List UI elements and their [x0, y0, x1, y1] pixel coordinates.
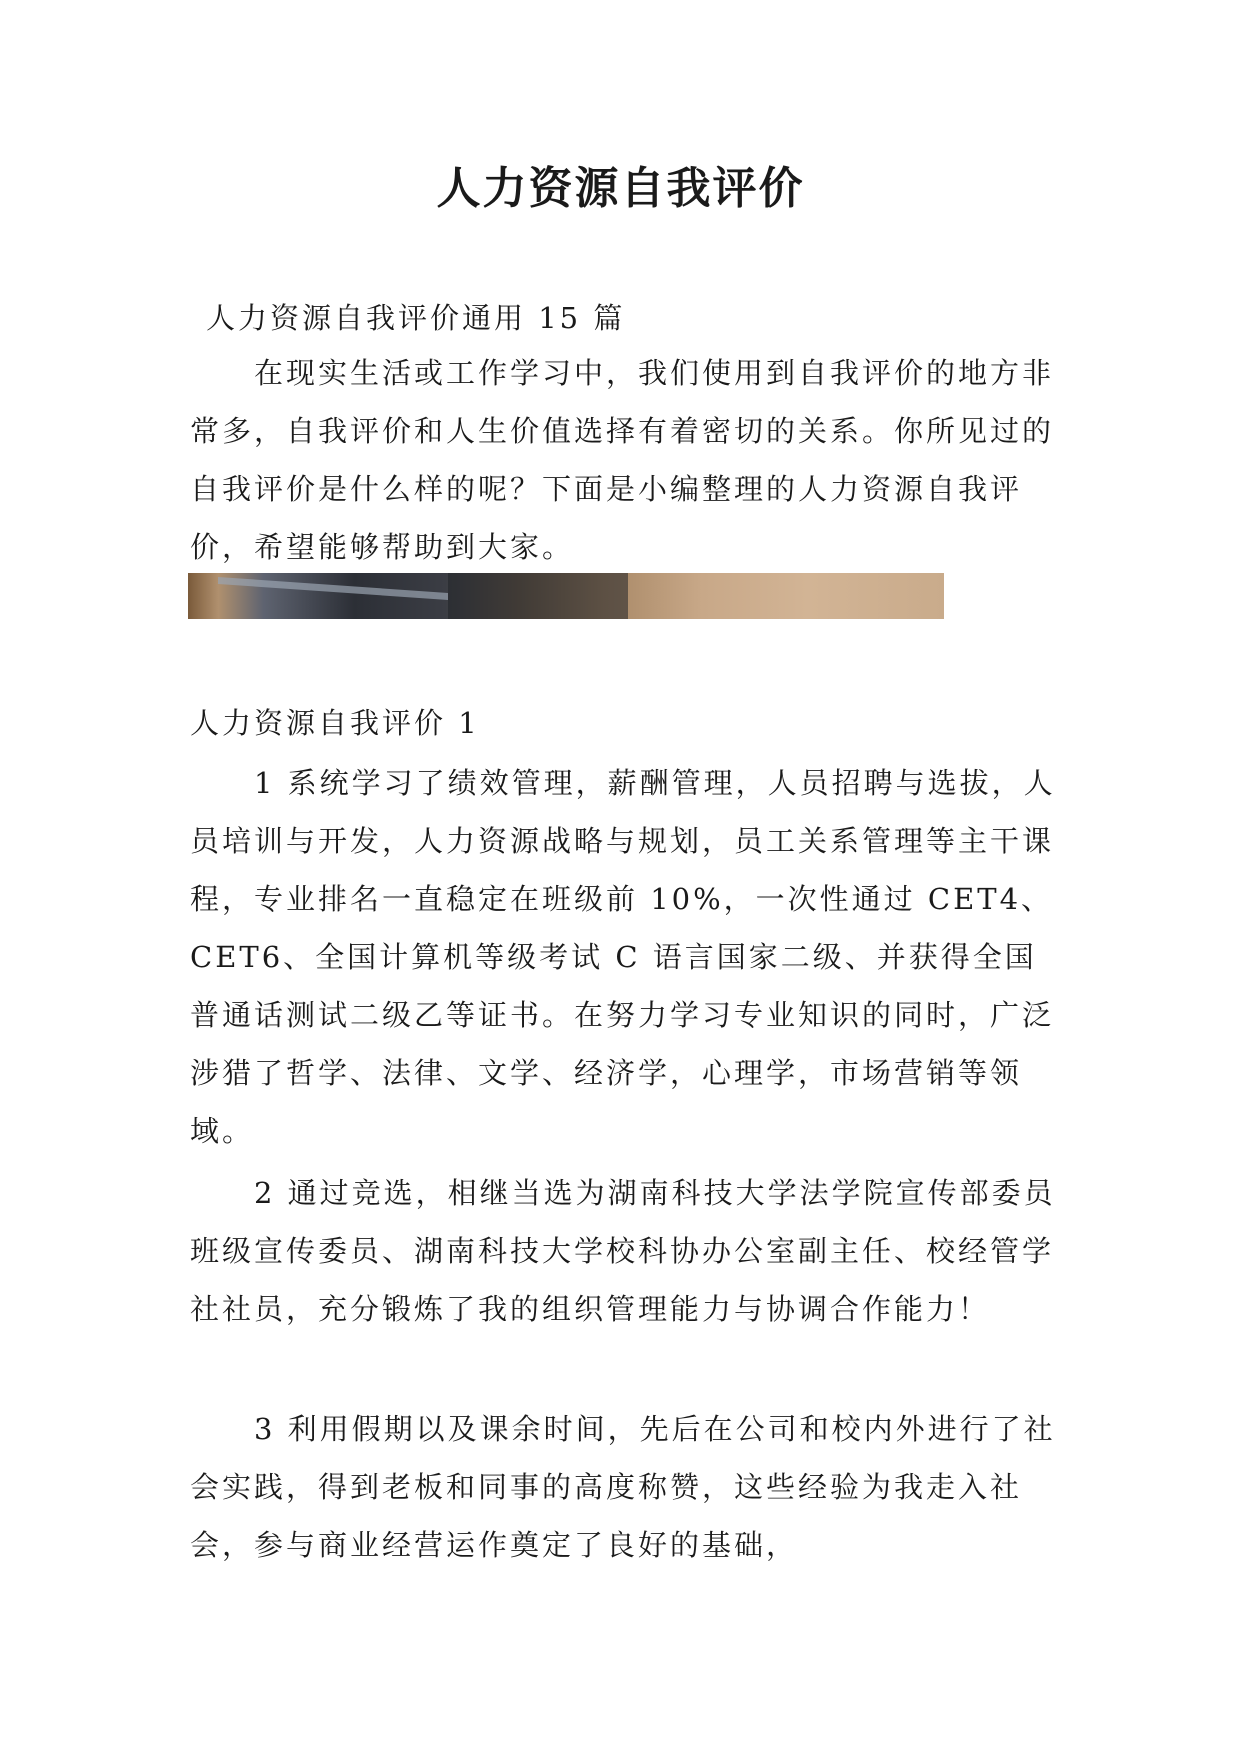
- photo-shadow: [448, 573, 628, 619]
- photo-image-strip: [188, 573, 944, 619]
- paragraph-2: 2 通过竞选，相继当选为湖南科技大学法学院宣传部委员 班级宣传委员、湖南科技大学校科协办公室副主任、校经管学社社员，充分锻炼了我的组织管理能力与协调合作能力！: [190, 1176, 1056, 1326]
- document-title: 人力资源自我评价: [436, 163, 805, 214]
- paragraph-3: 3 利用假期以及课余时间，先后在公司和校内外进行了社会实践，得到老板和同事的高度称赞，这些经验为我走入社会，参与商业经营运作奠定了良好的基础，: [190, 1412, 1056, 1562]
- photo-detail: [218, 577, 448, 600]
- document-subtitle: 人力资源自我评价通用 15 篇: [206, 301, 626, 335]
- section-heading: 人力资源自我评价 1: [190, 706, 480, 740]
- intro-paragraph: 在现实生活或工作学习中，我们使用到自我评价的地方非常多，自我评价和人生价值选择有着密切的关系。你所见过的自我评价是什么样的呢？下面是小编整理的人力资源自我评价，希望能够帮助到大家。: [190, 356, 1055, 564]
- paragraph-1: 1 系统学习了绩效管理，薪酬管理，人员招聘与选拔，人员培训与开发，人力资源战略与规划，员工关系管理等主干课程，专业排名一直稳定在班级前 10%，一次性通过 CET4、CET6、全国计算机等级考试 C 语言国家二级、并获得全国普通话测试二级乙等证书。在努力学习专业知识的同时，广泛涉猎了哲学、法律、文学、经济学，心理学，市场营销等领域。: [190, 766, 1056, 1148]
